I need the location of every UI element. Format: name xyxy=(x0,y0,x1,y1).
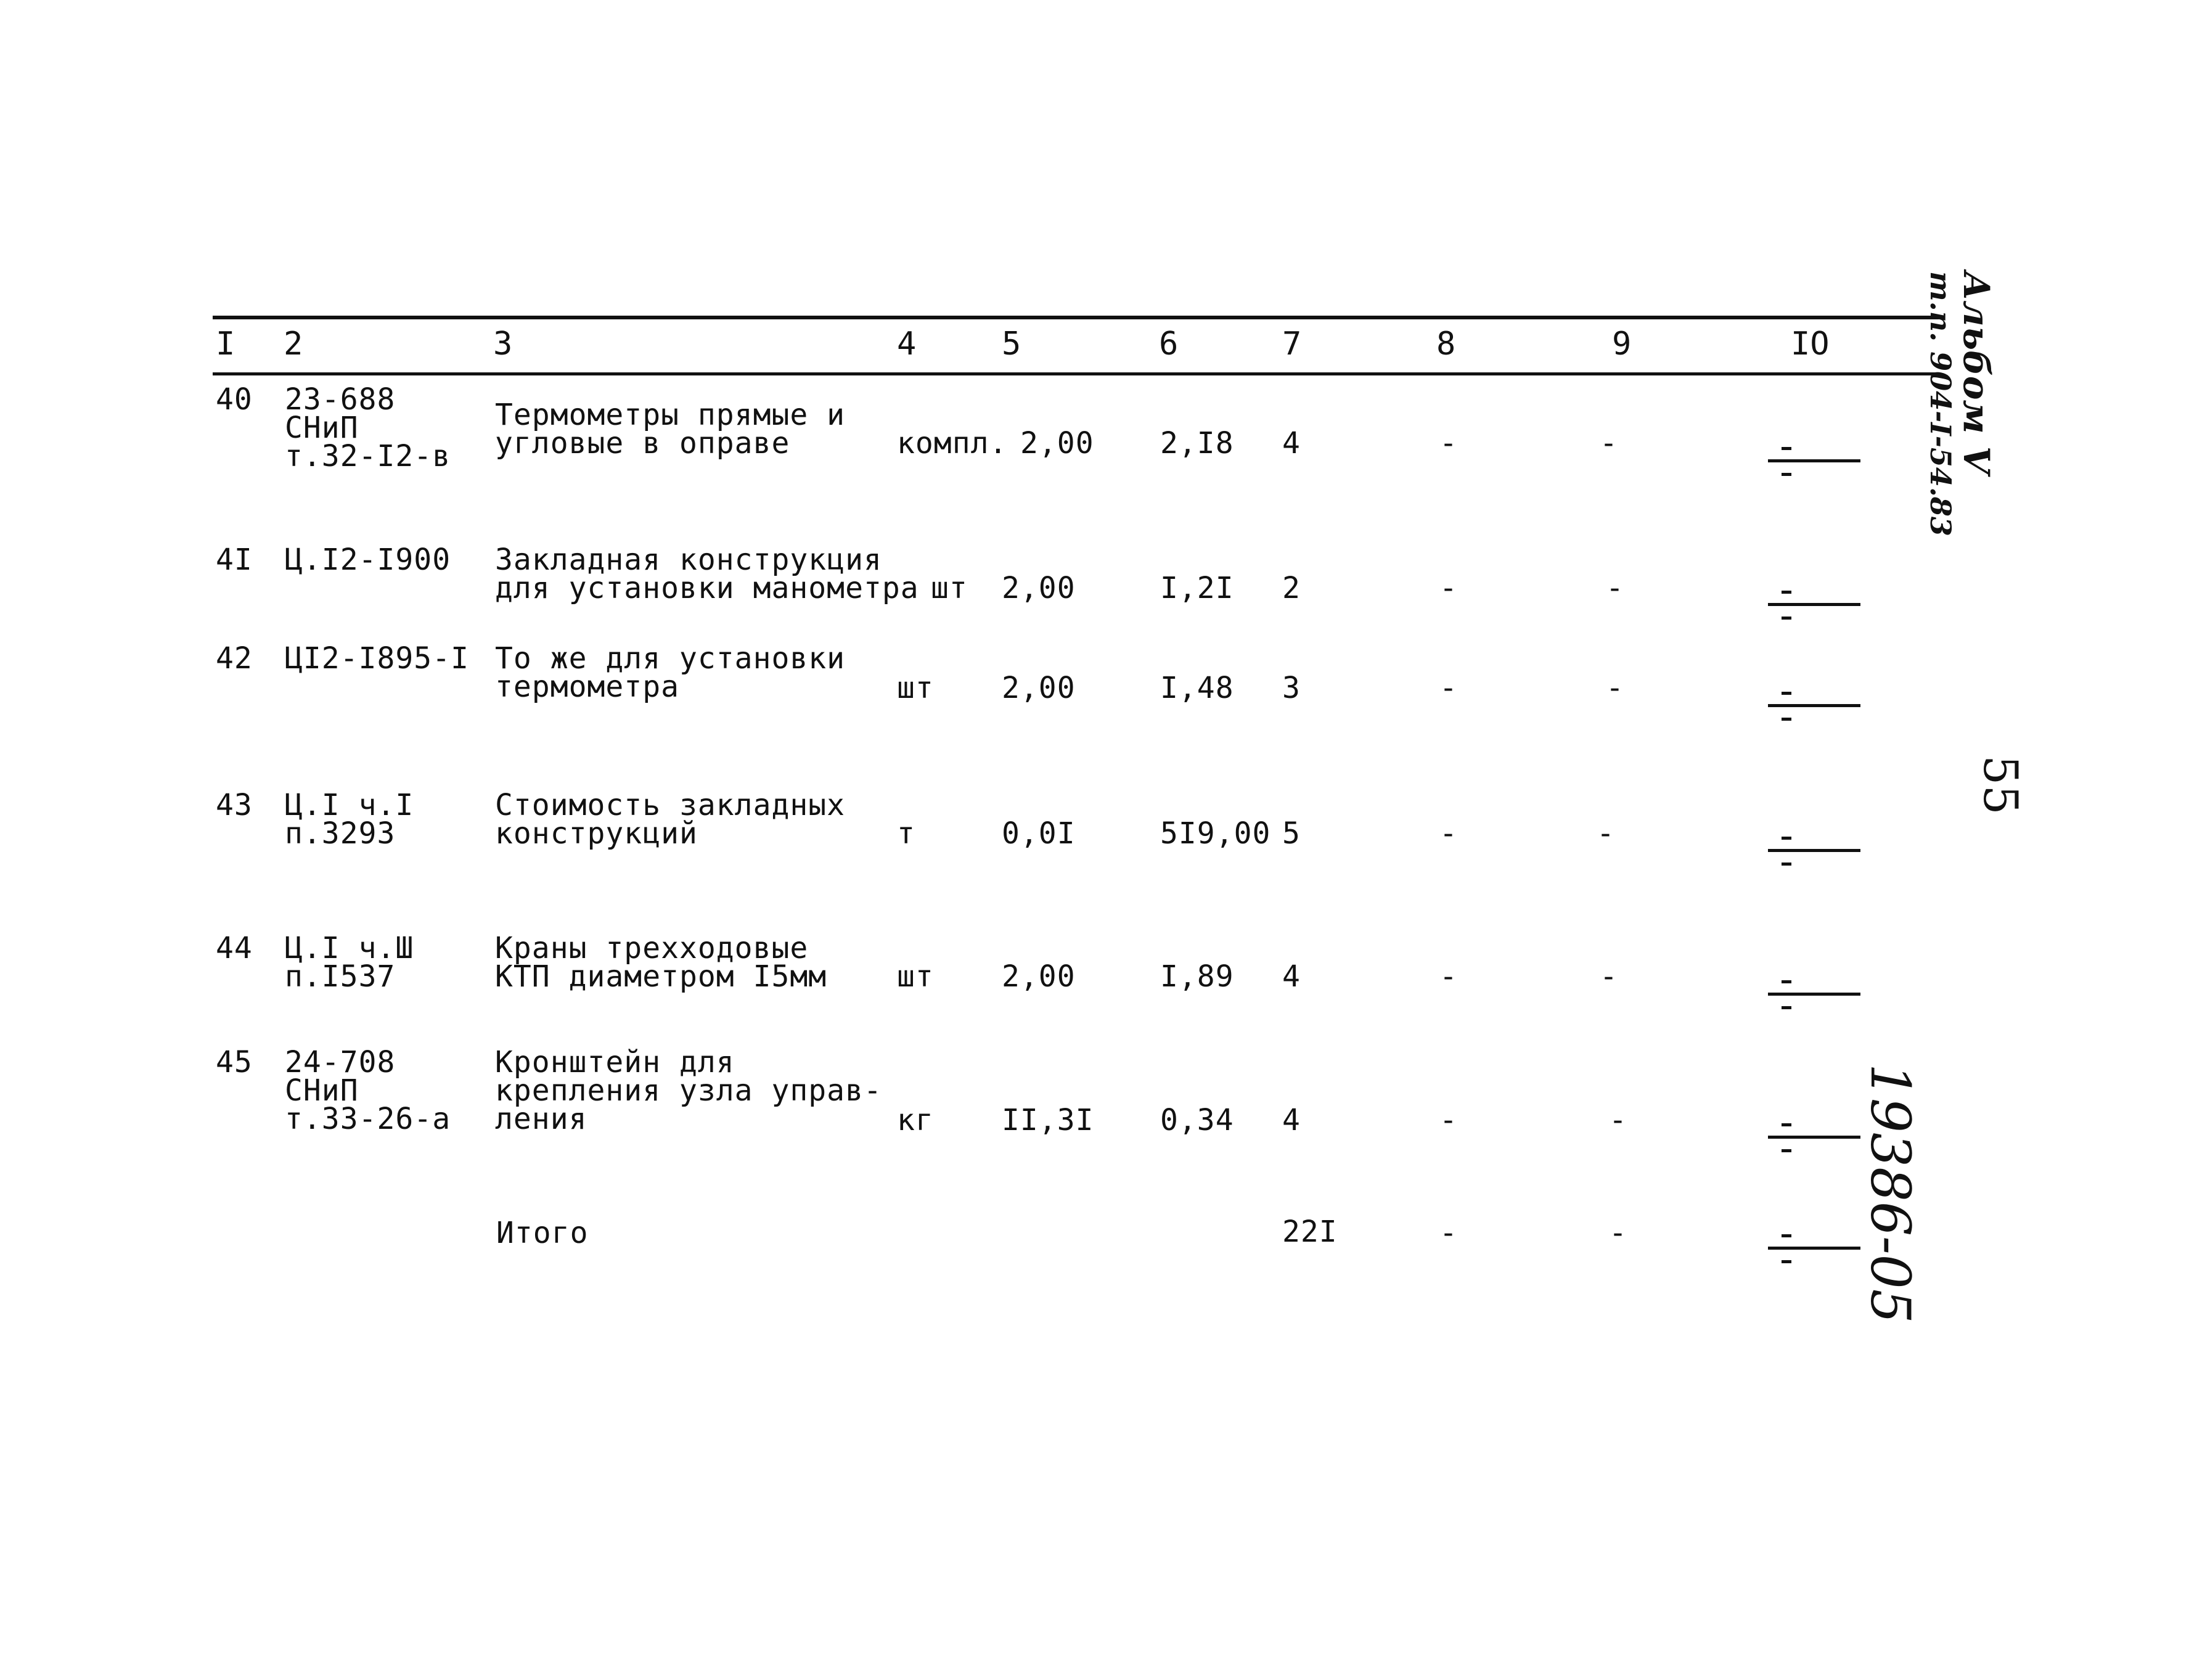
header-col-2: 2 xyxy=(284,326,303,363)
ditto-mark xyxy=(1768,1234,1860,1271)
row-col9: - xyxy=(1609,1103,1627,1137)
row-unit: шт xyxy=(897,671,934,705)
header-col-1: I xyxy=(216,326,235,363)
row-number: 40 xyxy=(216,382,253,417)
row-code-line: п.I537 xyxy=(285,959,396,994)
project-code xyxy=(1924,271,1957,536)
row-name-line: термометра xyxy=(495,670,679,704)
row-code-line: ЦI2-I895-I xyxy=(285,641,469,676)
album-note xyxy=(1955,271,1997,474)
row-col7: 4 xyxy=(1282,426,1301,461)
total-col7: 22I xyxy=(1282,1215,1338,1249)
total-label: Итого xyxy=(496,1216,589,1250)
album-label: Альбом V xyxy=(1955,271,1997,474)
row-price: I,2I xyxy=(1160,571,1234,605)
row-col8: - xyxy=(1439,959,1458,994)
row-code-line: т.33-26-а xyxy=(285,1102,451,1136)
header-col-10: IO xyxy=(1791,326,1830,363)
row-number: 42 xyxy=(216,641,253,676)
ditto-mark xyxy=(1768,837,1860,874)
row-name-line: КТП диаметром I5мм xyxy=(495,959,827,994)
ditto-mark xyxy=(1768,980,1860,1017)
row-code-line: п.3293 xyxy=(285,816,396,851)
row-number: 44 xyxy=(216,931,253,965)
row-name-line: Кронштейн для xyxy=(495,1045,735,1080)
row-quantity: II,3I xyxy=(1002,1103,1094,1137)
row-code-line: Ц.I2-I900 xyxy=(285,543,451,577)
row-code-line: Ц.I ч.Ш xyxy=(285,931,414,965)
row-col8: - xyxy=(1439,1103,1458,1137)
header-bottom-rule xyxy=(213,372,1939,375)
header-col-3: 3 xyxy=(493,326,513,363)
row-code-line: СНиП xyxy=(285,411,359,445)
ditto-mark xyxy=(1768,447,1860,484)
row-col7: 4 xyxy=(1282,1103,1301,1137)
row-quantity: 2,00 xyxy=(1002,671,1076,705)
row-code-line: 24-708 xyxy=(285,1045,396,1080)
row-quantity: 2,00 xyxy=(1002,571,1076,605)
header-col-6: 6 xyxy=(1159,326,1179,363)
page-number xyxy=(1973,755,2028,815)
row-name-line: То же для установки xyxy=(495,641,846,676)
ditto-mark xyxy=(1768,591,1860,628)
row-col7: 5 xyxy=(1282,816,1301,851)
inventory-number xyxy=(1859,1063,1922,1324)
row-number: 43 xyxy=(216,788,253,822)
row-quantity: 2,00 xyxy=(1020,426,1094,461)
ditto-mark xyxy=(1768,1123,1860,1160)
row-col8: - xyxy=(1439,816,1458,851)
row-name-line: крепления узла управ- xyxy=(495,1073,882,1108)
ditto-mark xyxy=(1768,692,1860,729)
row-col9: - xyxy=(1597,816,1615,851)
row-col9: - xyxy=(1606,671,1624,705)
row-price: 5I9,00 xyxy=(1160,816,1271,851)
row-name-line: для установки манометра xyxy=(495,571,919,605)
total-col8: - xyxy=(1439,1216,1458,1250)
row-code-line: т.32-I2-в xyxy=(285,439,451,473)
total-col9: - xyxy=(1609,1216,1627,1250)
project-code-text: т.п. 904-I-54.83 xyxy=(1924,271,1957,536)
header-col-7: 7 xyxy=(1282,326,1302,363)
row-col7: 2 xyxy=(1282,571,1301,605)
row-code-line: 23-688 xyxy=(285,382,396,417)
row-col8: - xyxy=(1439,571,1458,605)
row-unit: шт xyxy=(931,571,968,605)
row-name-line: Термометры прямые и xyxy=(495,398,846,432)
row-quantity: 2,00 xyxy=(1002,959,1076,994)
row-col7: 3 xyxy=(1282,671,1301,705)
row-col8: - xyxy=(1439,426,1458,461)
row-unit: компл. xyxy=(897,426,1008,461)
row-name-line: Краны трехходовые xyxy=(495,931,809,965)
row-name-line: конструкций xyxy=(495,816,698,851)
row-code-line: Ц.I ч.I xyxy=(285,788,414,822)
row-quantity: 0,0I xyxy=(1002,816,1076,851)
inventory-number-text: 19386-05 xyxy=(1859,1063,1922,1324)
row-col7: 4 xyxy=(1282,959,1301,994)
row-price: I,48 xyxy=(1160,671,1234,705)
row-unit: кг xyxy=(897,1103,934,1137)
row-name-line: Закладная конструкция xyxy=(495,543,882,577)
header-col-8: 8 xyxy=(1436,326,1456,363)
row-price: 0,34 xyxy=(1160,1103,1234,1137)
row-number: 45 xyxy=(216,1045,253,1080)
row-code-line: СНиП xyxy=(285,1073,359,1108)
header-col-5: 5 xyxy=(1002,326,1021,363)
row-unit: шт xyxy=(897,959,934,994)
row-name-line: Стоимость закладных xyxy=(495,788,846,822)
row-price: 2,I8 xyxy=(1160,426,1234,461)
row-name-line: ления xyxy=(495,1102,587,1136)
page-number-text: 55 xyxy=(1973,755,2028,815)
row-number: 4I xyxy=(216,543,253,577)
table-top-rule xyxy=(213,316,1939,319)
row-col9: - xyxy=(1600,426,1618,461)
row-col8: - xyxy=(1439,671,1458,705)
row-col9: - xyxy=(1600,959,1618,994)
row-name-line: угловые в оправе xyxy=(495,426,790,461)
row-price: I,89 xyxy=(1160,959,1234,994)
header-col-9: 9 xyxy=(1612,326,1632,363)
row-col9: - xyxy=(1606,571,1624,605)
row-unit: т xyxy=(897,816,915,851)
header-col-4: 4 xyxy=(897,326,917,363)
